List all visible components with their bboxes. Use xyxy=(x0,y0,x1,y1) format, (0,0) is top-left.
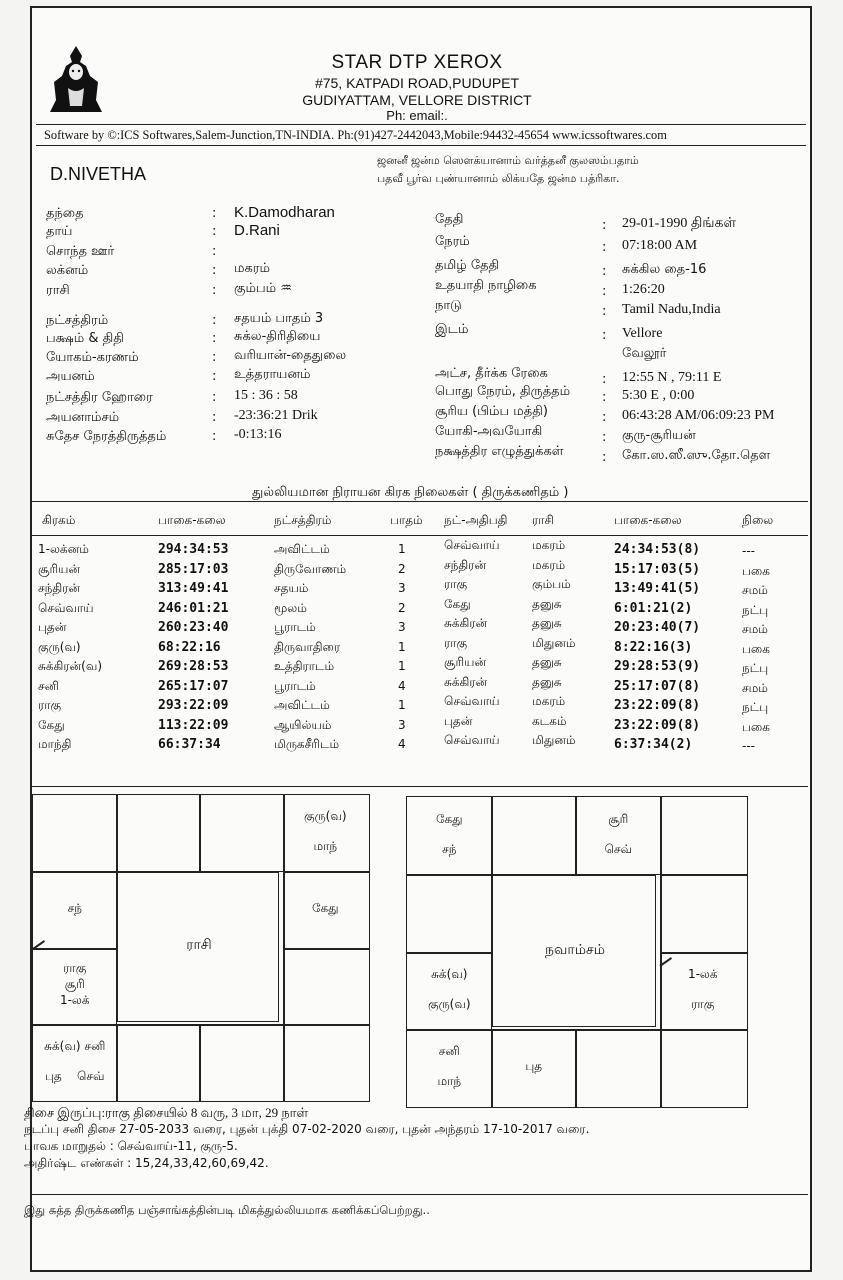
table-cell: 2 xyxy=(398,600,406,615)
detail-label: நேரம் xyxy=(435,234,470,249)
table-cell: புதன் xyxy=(444,713,473,728)
table-bottom-rule xyxy=(32,786,808,787)
table-cell: மிதுனம் xyxy=(532,635,576,650)
chart-house-pisces xyxy=(409,812,490,858)
detail-label: யோகம்-கரணம் xyxy=(46,350,139,365)
table-cell: 113:22:09 xyxy=(158,717,229,733)
detail-value: D.Rani xyxy=(234,222,280,239)
detail-label: தந்தை xyxy=(46,206,84,221)
detail-value: -23:36:21 Drik xyxy=(234,408,318,423)
footer-rule xyxy=(32,1194,808,1195)
detail-label: அயனம் xyxy=(46,369,95,384)
detail-value: 1:26:20 xyxy=(622,282,665,297)
table-cell: மகரம் xyxy=(532,557,566,572)
chart-planet-label: 1-லக் xyxy=(59,993,90,1008)
table-cell: சூரியன் xyxy=(38,561,81,576)
detail-label: இடம் xyxy=(435,322,469,337)
table-cell: 23:22:09(8) xyxy=(614,698,701,713)
detail-colon: : xyxy=(602,264,607,279)
table-cell: தனுசு xyxy=(532,655,562,669)
table-cell: உத்திராடம் xyxy=(274,659,335,673)
address-line-2: GUDIYATTAM, VELLORE DISTRICT xyxy=(302,92,532,108)
chart-planet-label: குரு(வ) xyxy=(427,996,471,1011)
table-cell: ராகு xyxy=(444,635,468,650)
table-cell: மகரம் xyxy=(532,538,566,552)
table-cell: சனி xyxy=(38,678,59,693)
table-cell: 3 xyxy=(398,717,406,732)
blessing-line-1: ஜனனீ ஜன்ம ஸௌக்யானாம் வர்த்தனீ குலஸம்பதாம் xyxy=(377,154,639,167)
table-top-rule xyxy=(32,501,808,502)
table-cell: --- xyxy=(742,739,755,753)
table-header-cell: ராசி xyxy=(532,513,554,527)
chart-house-gemini xyxy=(286,809,366,855)
detail-colon: : xyxy=(602,240,607,255)
detail-colon: : xyxy=(212,350,217,365)
table-cell: செவ்வாய் xyxy=(444,694,500,708)
chart-planet-label: சுக்(வ) xyxy=(431,966,468,981)
detail-value: Tamil Nadu,India xyxy=(622,302,721,317)
table-cell: 294:34:53 xyxy=(158,542,229,557)
table-cell: ஆயில்யம் xyxy=(274,717,332,732)
table-cell: திருவாதிரை xyxy=(274,639,341,654)
table-cell: 20:23:40(7) xyxy=(614,620,701,635)
table-cell: 3 xyxy=(398,581,406,595)
table-cell: ராகு xyxy=(38,698,62,712)
chart-planet-label: கேது xyxy=(311,900,339,915)
detail-label: நாடு xyxy=(435,298,462,313)
detail-colon: : xyxy=(602,372,607,387)
address-line-1: #75, KATPADI ROAD,PUDUPET xyxy=(314,75,520,91)
detail-colon: : xyxy=(212,410,217,425)
detail-value: 06:43:28 AM/06:09:23 PM xyxy=(622,408,775,423)
table-cell: அவிட்டம் xyxy=(274,698,330,712)
table-cell: தனுசு xyxy=(532,596,562,611)
detail-value: மகரம் xyxy=(234,261,270,276)
detail-value: கும்பம் ♒ xyxy=(234,281,292,296)
chart-planet-label: சந் xyxy=(67,900,82,915)
table-cell: நட்பு xyxy=(742,700,769,714)
phone-line: Ph: email:. xyxy=(386,108,448,123)
detail-colon: : xyxy=(602,430,607,445)
chart-house-cancer xyxy=(286,901,366,917)
table-cell: 269:28:53 xyxy=(158,659,229,674)
detail-colon: : xyxy=(602,218,607,233)
rasi-chart xyxy=(32,794,370,1102)
detail-value: குரு-சூரியன் xyxy=(622,428,696,443)
table-cell: சதயம் xyxy=(274,581,309,595)
detail-label: ராசி xyxy=(46,283,70,298)
chart-planet-label: புத xyxy=(525,1059,543,1074)
chart-planet-label: மாந் xyxy=(437,1074,462,1089)
detail-label: அயனாம்சம் xyxy=(46,410,120,425)
chart-house-scorpio xyxy=(494,1059,575,1075)
table-cell: 1 xyxy=(398,639,406,654)
table-cell: மகரம் xyxy=(532,694,566,708)
table-header-cell: பாகை-கலை xyxy=(614,513,682,527)
table-cell: மிதுனம் xyxy=(532,733,576,747)
detail-label: சொந்த ஊர் xyxy=(46,244,115,259)
table-cell: 2 xyxy=(398,561,406,576)
table-cell: பகை xyxy=(742,563,770,578)
table-cell: 265:17:07 xyxy=(158,678,229,694)
rasi-title: ராசி xyxy=(186,937,212,953)
detail-value: 12:55 N , 79:11 E xyxy=(622,370,722,385)
detail-colon: : xyxy=(212,224,217,239)
table-cell: கும்பம் xyxy=(532,577,571,591)
table-cell: 66:37:34 xyxy=(158,737,221,752)
detail-value: 29-01-1990 திங்கள் xyxy=(622,216,737,231)
detail-label: பொது நேரம், திருத்தம் xyxy=(435,384,571,399)
blessing-line-2: பதவீ பூர்வ புண்யானாம் லிக்யதே ஜன்ம பத்ரிகா. xyxy=(377,172,620,185)
chart-planet-label: சுக்(வ) சனி xyxy=(44,1038,106,1053)
table-cell: தனுசு xyxy=(532,616,562,630)
detail-colon: : xyxy=(212,206,217,221)
chart-planet-label: புத செவ் xyxy=(45,1068,105,1083)
detail-label: தமிழ் தேதி xyxy=(435,258,500,273)
table-cell: கேது xyxy=(444,596,471,611)
table-cell: பகை xyxy=(742,719,770,734)
chart-planet-label: கேது xyxy=(435,811,463,826)
table-header-cell: நிலை xyxy=(742,513,774,527)
lucky-numbers: அதிர்ஷ்ட எண்கள் : 15,24,33,42,60,69,42. xyxy=(24,1156,269,1170)
detail-colon: : xyxy=(602,304,607,319)
detail-value: 07:18:00 AM xyxy=(622,238,698,253)
table-cell: 29:28:53(9) xyxy=(614,659,701,674)
detail-label: லக்னம் xyxy=(46,263,89,278)
table-cell: 1-லக்னம் xyxy=(38,542,89,556)
chart-house-aquarius xyxy=(35,901,115,917)
chart-planet-label: குரு(வ) xyxy=(303,809,347,824)
table-cell: நட்பு xyxy=(742,602,769,617)
detail-value: 5:30 E , 0:00 xyxy=(622,388,695,403)
detail-label: பக்ஷம் & திதி xyxy=(46,331,124,346)
table-cell: 8:22:16(3) xyxy=(614,639,693,655)
table-cell: --- xyxy=(742,544,755,558)
detail-colon: : xyxy=(212,263,217,278)
chart-house-leo xyxy=(663,967,744,1013)
detail-colon: : xyxy=(212,429,217,444)
chart-planet-label: ராகு xyxy=(63,961,87,976)
detail-value: -0:13:16 xyxy=(234,427,282,442)
table-cell: 6:01:21(2) xyxy=(614,600,693,616)
header-divider-top xyxy=(36,124,806,125)
table-cell: சந்திரன் xyxy=(38,581,81,595)
table-cell: மூலம் xyxy=(274,600,307,615)
detail-colon: : xyxy=(602,410,607,425)
detail-colon: : xyxy=(602,450,607,465)
table-cell: 3 xyxy=(398,620,406,634)
detail-label: உதயாதி நாழிகை xyxy=(435,278,537,293)
chart-planet-label: சூரி xyxy=(64,977,85,992)
table-cell: பூராடம் xyxy=(274,620,316,634)
navamsa-chart xyxy=(406,796,748,1108)
detail-label: அட்ச, தீர்க்க ரேகை xyxy=(435,366,548,381)
chart-planet-label: 1-லக் xyxy=(687,966,718,981)
detail-label: தேதி xyxy=(435,212,464,227)
table-cell: சந்திரன் xyxy=(444,557,487,572)
dasa-balance: திசை இருப்பு:ராகு திசையில் 8 வரு, 3 மா, 29 நாள் xyxy=(24,1105,309,1120)
table-cell: 23:22:09(8) xyxy=(614,717,701,733)
detail-label: நட்சத்திரம் xyxy=(46,313,109,328)
chart-planet-label: ராகு xyxy=(691,996,715,1011)
detail-value: 15 : 36 : 58 xyxy=(234,388,298,403)
detail-value: சுக்ல-திரிதியை xyxy=(234,329,321,344)
current-dasa: நடப்பு சனி திசை 27-05-2033 வரை, புதன் புக்தி 07-02-2020 வரை, புதன் அந்தரம் 17-10-2017 வரை. xyxy=(24,1122,590,1136)
detail-colon: : xyxy=(602,328,607,343)
detail-colon: : xyxy=(212,244,217,259)
detail-value: வேலூர் xyxy=(622,346,667,361)
detail-value: கோ.ஸ.ஸீ.ஸு.தோ.தெள xyxy=(622,448,771,463)
table-cell: 260:23:40 xyxy=(158,620,229,635)
detail-label: சூரிய (பிம்ப மத்தி) xyxy=(435,404,548,419)
detail-value: உத்தராயனம் xyxy=(234,367,311,382)
table-cell: சுக்கிரன்(வ) xyxy=(38,659,103,673)
planet-table-title: துல்லியமான நிராயன கிரக நிலைகள் ( திருக்கணிதம் ) xyxy=(252,485,569,500)
table-cell: நட்பு xyxy=(742,661,769,675)
table-cell: திருவோணம் xyxy=(274,561,347,576)
table-cell: பகை xyxy=(742,641,770,656)
chart-planet-label: மாந் xyxy=(313,839,338,854)
detail-value: வரியான்-தைதுலை xyxy=(234,348,347,363)
table-cell: ராகு xyxy=(444,577,468,591)
detail-colon: : xyxy=(212,313,217,328)
chart-house-sagittarius xyxy=(409,1044,490,1090)
table-header-cell: நட்-அதிபதி xyxy=(444,513,508,527)
person-name: D.NIVETHA xyxy=(50,164,147,184)
chart-planet-label: சூரி xyxy=(608,811,629,826)
detail-value: Vellore xyxy=(622,326,663,341)
shop-name: STAR DTP XEROX xyxy=(331,52,503,73)
chart-planet-label: செவ் xyxy=(604,841,632,856)
bhava-change: பாவக மாறுதல் : செவ்வாய்-11, குரு-5. xyxy=(24,1139,238,1153)
table-cell: 4 xyxy=(398,678,406,693)
table-cell: 4 xyxy=(398,737,406,751)
table-header-cell: கிரகம் xyxy=(42,513,76,527)
detail-label: தாய் xyxy=(46,224,73,239)
table-cell: சுக்கிரன் xyxy=(444,616,488,630)
table-cell: அவிட்டம் xyxy=(274,542,330,556)
detail-colon: : xyxy=(602,284,607,299)
table-cell: பூராடம் xyxy=(274,678,316,693)
detail-colon: : xyxy=(212,331,217,346)
table-cell: மாந்தி xyxy=(38,737,72,751)
detail-label: சுதேச நேரத்திருத்தம் xyxy=(46,429,167,444)
table-cell: 1 xyxy=(398,698,406,712)
chart-house-sagittarius xyxy=(35,1039,115,1085)
table-cell: சமம் xyxy=(742,622,768,636)
chart-house-capricorn xyxy=(409,967,490,1013)
table-cell: 24:34:53(8) xyxy=(614,542,701,557)
table-cell: 68:22:16 xyxy=(158,639,221,655)
detail-colon: : xyxy=(212,390,217,405)
table-cell: 285:17:03 xyxy=(158,561,229,577)
table-cell: சுக்கிரன் xyxy=(444,674,488,689)
table-cell: 6:37:34(2) xyxy=(614,737,693,752)
header-divider-bottom xyxy=(36,145,806,146)
table-cell: 1 xyxy=(398,542,406,556)
table-cell: செவ்வாய் xyxy=(444,538,500,552)
detail-value: சுக்கில தை-16 xyxy=(622,262,707,277)
table-header-rule xyxy=(32,535,808,536)
chart-planet-label: சந் xyxy=(442,841,457,856)
detail-label: நக்ஷத்திர எழுத்துக்கள் xyxy=(435,444,564,459)
table-cell: தனுசு xyxy=(532,674,562,689)
table-header-cell: நட்சத்திரம் xyxy=(274,513,332,527)
table-cell: 15:17:03(5) xyxy=(614,561,701,577)
navamsa-title: நவாம்சம் xyxy=(545,942,605,958)
chart-planet-label: சனி xyxy=(438,1044,460,1059)
table-cell: சமம் xyxy=(742,680,768,695)
chart-house-capricorn xyxy=(35,961,115,1009)
table-cell: செவ்வாய் xyxy=(38,600,94,615)
table-cell: 13:49:41(5) xyxy=(614,581,701,596)
table-cell: கேது xyxy=(38,717,65,732)
horoscope-page xyxy=(24,6,812,1272)
software-credit: Software by ©:ICS Softwares,Salem-Junction,TN-INDIA. Ph:(91)427-2442043,Mobile:94432-45654 www.icssoftwares.com xyxy=(44,128,667,142)
table-cell: மிருகசீரிடம் xyxy=(274,737,340,751)
detail-label: யோகி-அவயோகி xyxy=(435,424,543,439)
detail-colon: : xyxy=(602,390,607,405)
table-cell: சமம் xyxy=(742,583,768,597)
table-cell: 25:17:07(8) xyxy=(614,678,701,694)
table-cell: செவ்வாய் xyxy=(444,733,500,747)
table-cell: 313:49:41 xyxy=(158,581,229,596)
detail-colon: : xyxy=(212,369,217,384)
chart-house-taurus xyxy=(578,812,659,858)
table-header-cell: பாதம் xyxy=(390,513,423,527)
table-cell: குரு(வ) xyxy=(38,639,81,654)
table-cell: சூரியன் xyxy=(444,655,487,669)
detail-value: K.Damodharan xyxy=(234,204,335,221)
detail-label: நட்சத்திர ஹோரை xyxy=(46,390,153,405)
table-header-cell: பாகை-கலை xyxy=(158,513,226,527)
table-cell: 293:22:09 xyxy=(158,698,229,713)
table-cell: புதன் xyxy=(38,620,67,634)
table-cell: கடகம் xyxy=(532,713,567,728)
accuracy-note: இது சுத்த திருக்கணித பஞ்சாங்கத்தின்படி மிகத்துல்லியமாக கணிக்கப்பெற்றது.. xyxy=(24,1203,430,1217)
detail-colon: : xyxy=(212,283,217,298)
detail-value: சதயம் பாதம் 3 xyxy=(234,311,324,326)
table-cell: 1 xyxy=(398,659,406,673)
table-cell: 246:01:21 xyxy=(158,600,229,616)
